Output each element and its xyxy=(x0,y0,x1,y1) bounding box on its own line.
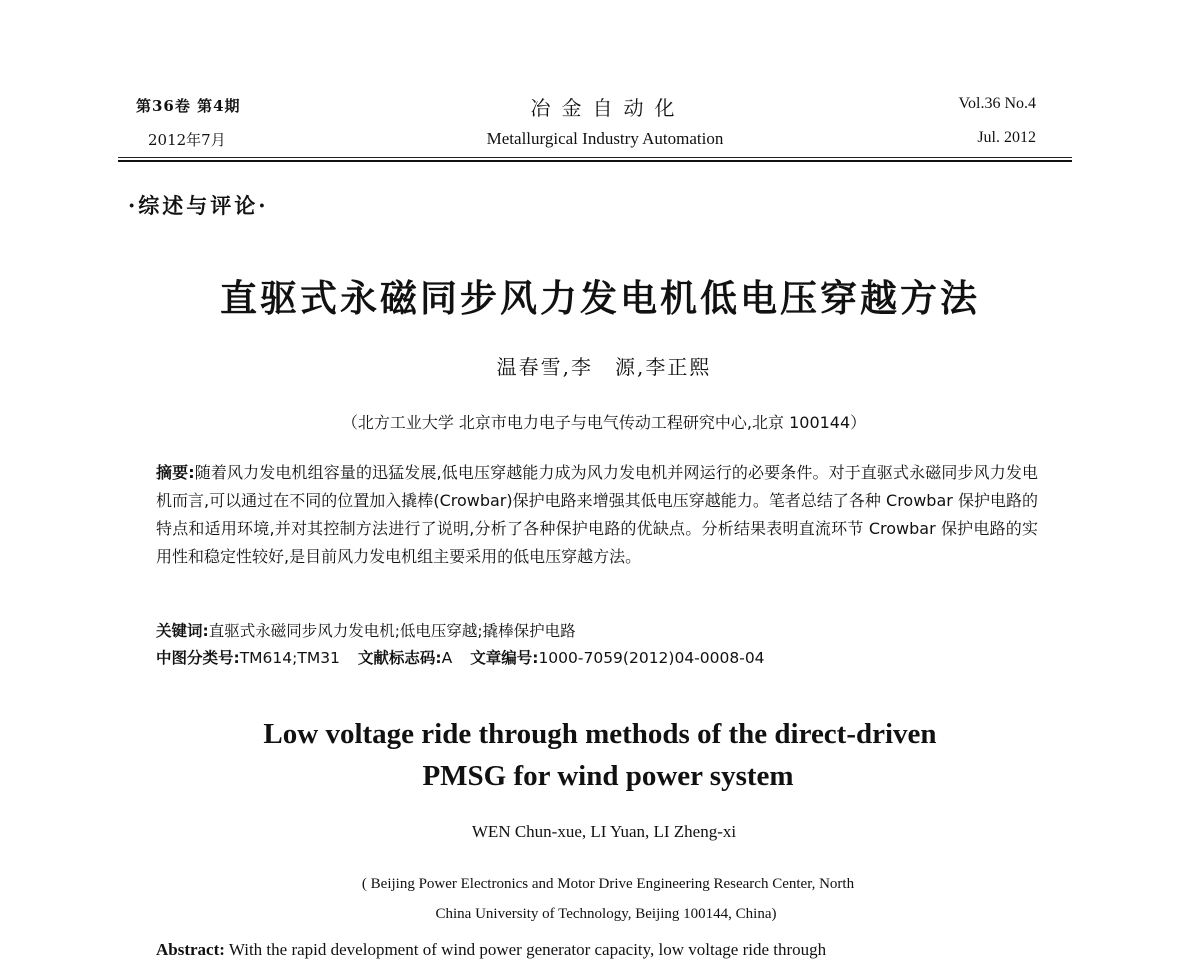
doc-code-label: 文献标志码: xyxy=(357,649,442,667)
header-volume-issue-en: Vol.36 No.4 xyxy=(958,95,1036,112)
affiliation-cn: （北方工业大学 北京市电力电子与电气传动工程研究中心,北京 100144） xyxy=(341,413,867,432)
abstract-text: 随着风力发电机组容量的迅猛发展,低电压穿越能力成为风力发电机并网运行的必要条件。对于直驱式永磁同步风力发电机而言,可以通过在不同的位置加入撬棒(Crowbar)保护电路来增强其低电压穿越能力。笔者总结了各种 Crowbar 保护电路的特点和适用环境,并对其控制方法进行了说明,分析了各种保护电路的优缺点。分析结果表明直流环节 Crowbar 保护电路的实用性和稳定性较好,是目前风力发电机组主要采用的低电压穿越方法。 xyxy=(156,463,1038,566)
abstract-label: 摘要: xyxy=(156,463,195,482)
header-journal-cn: 冶金自动化 xyxy=(530,96,686,120)
keywords-cn xyxy=(156,619,576,641)
abstract-en-label: Abstract: xyxy=(156,940,225,959)
paper-title-en-line2: PMSG for wind power system xyxy=(422,760,794,792)
abstract-en-partial xyxy=(156,940,1036,960)
clc-label: 中图分类号: xyxy=(156,649,240,667)
abstract-en-text: With the rapid development of wind power generator capacity, low voltage ride through xyxy=(228,940,827,959)
authors-cn: 温春雪,李 源,李正熙 xyxy=(496,355,712,379)
abstract-cn xyxy=(156,459,1038,571)
article-number-label: 文章编号: xyxy=(470,649,539,667)
header-date-en: Jul. 2012 xyxy=(977,129,1036,146)
header-rule-thin xyxy=(118,157,1072,158)
authors-en: WEN Chun-xue, LI Yuan, LI Zheng-xi xyxy=(471,822,737,841)
keywords-text: 直驱式永磁同步风力发电机;低电压穿越;撬棒保护电路 xyxy=(208,622,576,640)
header-journal-en: Metallurgical Industry Automation xyxy=(486,129,724,148)
doc-code-value: A xyxy=(441,649,453,667)
paper-title-en-line1: Low voltage ride through methods of the direct-driven xyxy=(263,718,937,750)
classification-line xyxy=(156,646,765,668)
header-date-cn: 2012年7月 xyxy=(148,131,226,149)
clc-value: TM614;TM31 xyxy=(239,649,340,667)
paper-title-cn: 直驱式永磁同步风力发电机低电压穿越方法 xyxy=(220,277,980,320)
section-label: ·综述与评论· xyxy=(128,193,269,218)
keywords-label: 关键词: xyxy=(156,622,209,640)
header-volume-issue-cn: 第36卷 第4期 xyxy=(136,97,241,115)
affiliation-en-line1: ( Beijing Power Electronics and Motor Drive Engineering Research Center, North xyxy=(361,876,855,892)
affiliation-en-line2: China University of Technology, Beijing 100144, China) xyxy=(435,906,777,922)
article-number-value: 1000-7059(2012)04-0008-04 xyxy=(538,649,765,667)
header-rule-thick xyxy=(118,160,1072,162)
